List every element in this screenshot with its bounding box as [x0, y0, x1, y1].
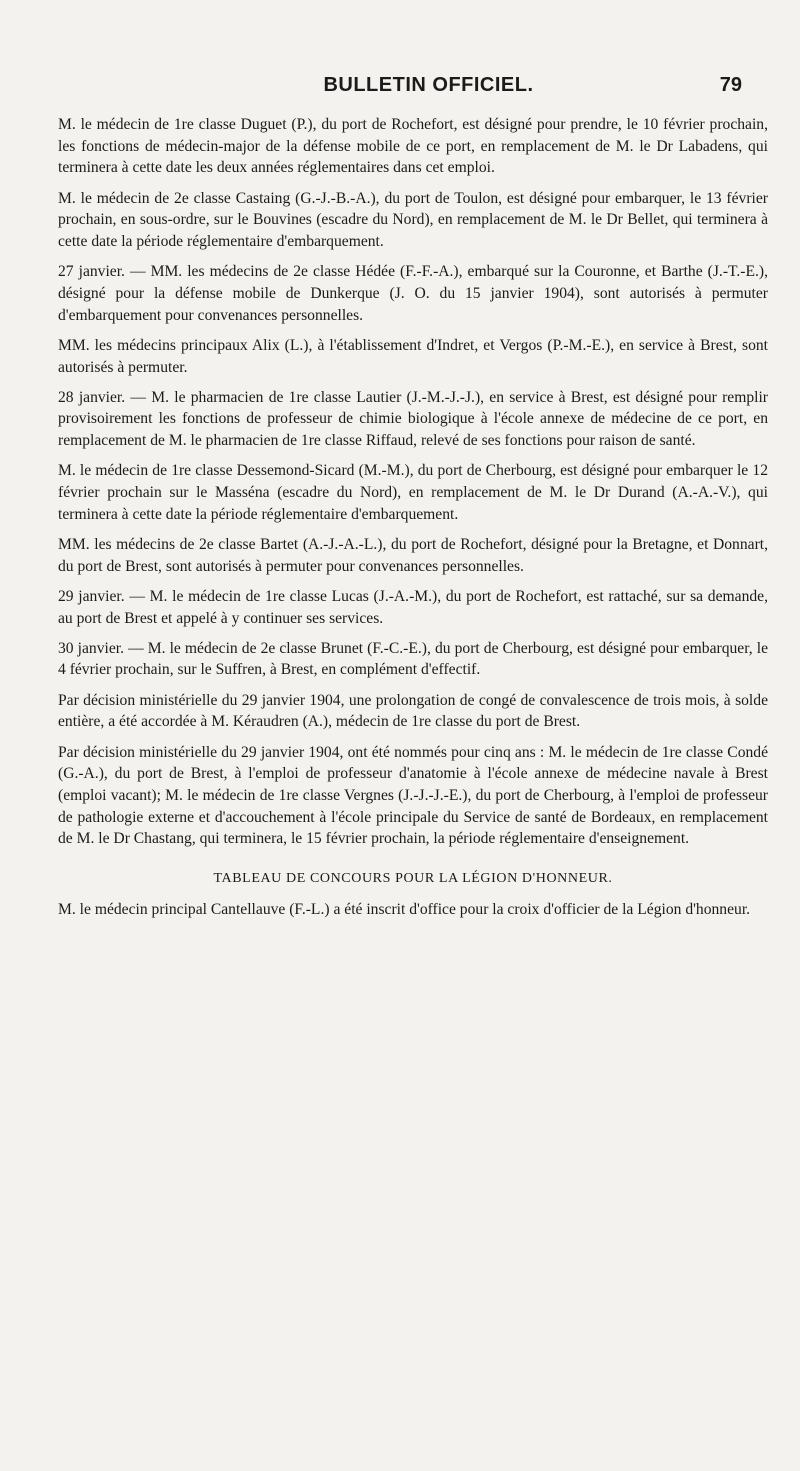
page-title: BULLETIN OFFICIEL. [323, 74, 534, 96]
running-header [115, 74, 742, 104]
paragraph: 29 janvier. — M. le médecin de 1re classe Lucas (J.-A.-M.), du port de Rochefort, est rattaché, sur sa demande, au port de Brest et appelé à y continuer ses services. [58, 587, 768, 627]
section-heading: TABLEAU DE CONCOURS POUR LA LÉGION D'HONNEUR. [213, 871, 613, 887]
section-paragraph: M. le médecin principal Cantellauve (F.-L.) a été inscrit d'office pour la croix d'officier de la Légion d'honneur. [58, 900, 751, 918]
paragraph: Par décision ministérielle du 29 janvier 1904, ont été nommés pour cinq ans : M. le médecin de 1re classe Condé (G.-A.), du port de Brest, à l'emploi de professeur d'anatomie à l'école annexe de médecine navale à Brest (emploi vacant); M. le médecin de 1re classe Vergnes (J.-J.-J.-E.), du port de Cherbourg, à l'emploi de professeur de pathologie externe et d'accouchement à l'école principale du Service de santé de Bordeaux, en remplacement de M. le Dr Chastang, qui terminera, le 15 février prochain, la période réglementaire d'enseignement. [58, 743, 768, 848]
paragraph: 28 janvier. — M. le pharmacien de 1re classe Lautier (J.-M.-J.-J.), en service à Brest, est désigné pour remplir provisoirement les fonctions de professeur de chimie biologique à l'école annexe de médecine de ce port, en remplacement de M. le pharmacien de 1re classe Riffaud, relevé de ses fonctions pour raison de santé. [58, 388, 768, 450]
paragraph: 27 janvier. — MM. les médecins de 2e classe Hédée (F.-F.-A.), embarqué sur la Couronne, et Barthe (J.-T.-E.), désigné pour la défense mobile de Dunkerque (J. O. du 15 janvier 1904), sont autorisés à permuter d'embarquement pour convenances personnelles. [58, 263, 768, 324]
page-number: 79 [719, 74, 742, 96]
paragraph: MM. les médecins principaux Alix (L.), à l'établissement d'Indret, et Vergos (P.-M.-E.), en service à Brest, sont autorisés à permuter. [58, 336, 768, 376]
paragraph: 30 janvier. — M. le médecin de 2e classe Brunet (F.-C.-E.), du port de Cherbourg, est désigné pour embarquer, le 4 février prochain, sur le Suffren, à Brest, en complément d'effectif. [58, 639, 768, 679]
paragraph: M. le médecin de 2e classe Castaing (G.-J.-B.-A.), du port de Toulon, est désigné pour embarquer, le 13 février prochain, en sous-ordre, sur le Bouvines (escadre du Nord), en remplacement de M. le Dr Bellet, qui terminera à cette date la période réglementaire d'embarquement. [58, 189, 768, 251]
document-body [58, 114, 768, 929]
paragraph: Par décision ministérielle du 29 janvier 1904, une prolongation de congé de convalescence de trois mois, à solde entière, a été accordée à M. Kéraudren (A.), médecin de 1re classe du port de Brest. [58, 691, 768, 731]
paragraph: M. le médecin de 1re classe Duguet (P.), du port de Rochefort, est désigné pour prendre, le 10 février prochain, les fonctions de médecin-major de la défense mobile de ce port, en remplacement de M. le Dr Labadens, qui terminera à cette date les deux années réglementaires dans cet emploi. [58, 116, 768, 177]
paragraph: MM. les médecins de 2e classe Bartet (A.-J.-A.-L.), du port de Rochefort, désigné pour la Bretagne, et Donnart, du port de Brest, sont autorisés à permuter pour convenances personnelles. [58, 535, 768, 575]
paragraph: M. le médecin de 1re classe Dessemond-Sicard (M.-M.), du port de Cherbourg, est désigné pour embarquer le 12 février prochain sur le Masséna (escadre du Nord), en remplacement de M. le Dr Durand (A.-A.-V.), qui terminera à cette date la période réglementaire d'embarquement. [58, 462, 768, 523]
